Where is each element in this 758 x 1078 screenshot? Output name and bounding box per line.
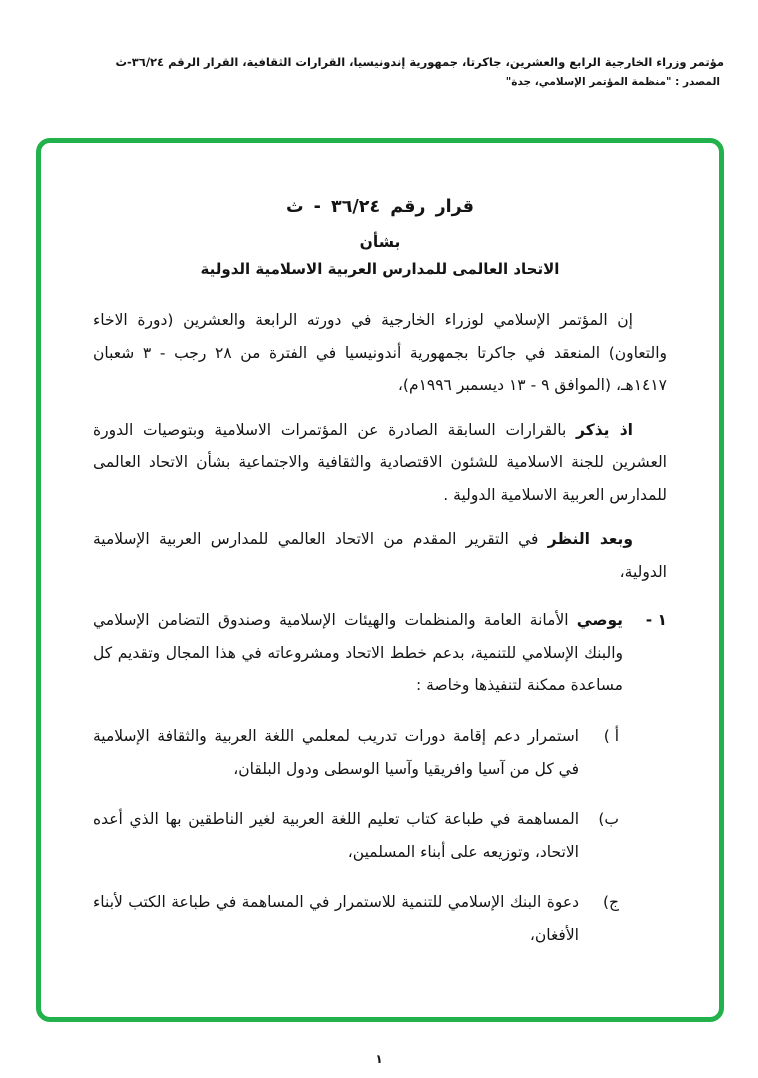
item-text-block	[93, 604, 623, 702]
item-lead: يوصي	[576, 611, 623, 630]
paragraph-text: في التقرير المقدم من الاتحاد العالمي للمدارس العربية الإسلامية الدولية،	[93, 530, 667, 581]
subitem-c	[93, 886, 619, 951]
resolution-title-block	[93, 197, 667, 278]
paragraph-text: إن المؤتمر الإسلامي لوزراء الخارجية في دورته الرابعة والعشرين (دورة الاخاء والتعاون) المنعقد في جاكرتا بجمهورية أندونيسيا في الفترة من ٢٨ رجب - ٣ شعبان ١٤١٧هـ، (الموافق ٩ - ١٣ ديسمبر ١٩٩٦م)،	[93, 311, 667, 395]
resolution-number: قرار رقم ٣٦/٢٤ - ث	[285, 197, 475, 217]
resolution-subject: الاتحاد العالمى للمدارس العربية الاسلامية الدولية	[200, 260, 560, 278]
subitem-text: استمرار دعم إقامة دورات تدريب لمعلمي اللغة العربية والثقافة الإسلامية في كل من آسيا وافريقيا وآسيا الوسطى ودول البلقان،	[93, 727, 579, 778]
subitem-b	[93, 803, 619, 868]
item-text: الأمانة العامة والمنظمات والهيئات الإسلامية وصندوق التضامن الإسلامي والبنك الإسلامي للتنمية، بدعم خطط الاتحاد ومشروعاته في هذا المجال وتقديم كل مساعدة ممكنة لتنفيذها وخاصة :	[93, 611, 623, 695]
paragraph-lead: اذ يذكر	[576, 420, 633, 439]
subitem-letter: ج)	[602, 893, 619, 912]
preamble-paragraph	[93, 304, 667, 402]
subitem-text: دعوة البنك الإسلامي للتنمية للاستمرار في المساهمة في طباعة الكتب لأبناء الأفغان،	[93, 893, 579, 944]
header-conference-title: مؤتمر وزراء الخارجية الرابع والعشرين، جاكرتا، جمهورية إندونيسيا، القرارات الثقافية، القرار الرقم ٣٦/٢٤-ث	[115, 55, 724, 69]
resolution-frame	[36, 138, 724, 1022]
subitem-text: المساهمة في طباعة كتاب تعليم اللغة العربية لغير الناطقين بها الذي أعده الاتحاد، وتوزيعه على أبناء المسلمين،	[93, 810, 579, 861]
recalling-paragraph	[93, 414, 667, 512]
item-body	[93, 604, 623, 702]
header-source-line: المصدر : "منظمة المؤتمر الإسلامي، جدة"	[505, 76, 720, 89]
item-number: ١ -	[645, 611, 667, 630]
subitem-a	[93, 720, 619, 785]
paragraph-text: بالقرارات السابقة الصادرة عن المؤتمرات الاسلامية وبتوصيات الدورة العشرين للجنة الاسلامية للشئون الاقتصادية والثقافية والاجتماعية بشأن الاتحاد العالمى للمدارس العربية الاسلامية الدولية .	[93, 420, 667, 504]
resolution-regarding: بشأن	[359, 233, 401, 251]
subitem-letter: ب)	[598, 810, 619, 829]
paragraph-lead: وبعد النظر	[547, 530, 633, 549]
page-number: ١	[375, 1052, 383, 1066]
numbered-item-1	[93, 604, 667, 702]
page-header	[30, 54, 724, 88]
subitem-letter: أ )	[603, 727, 619, 746]
having-reviewed-paragraph	[93, 523, 667, 588]
